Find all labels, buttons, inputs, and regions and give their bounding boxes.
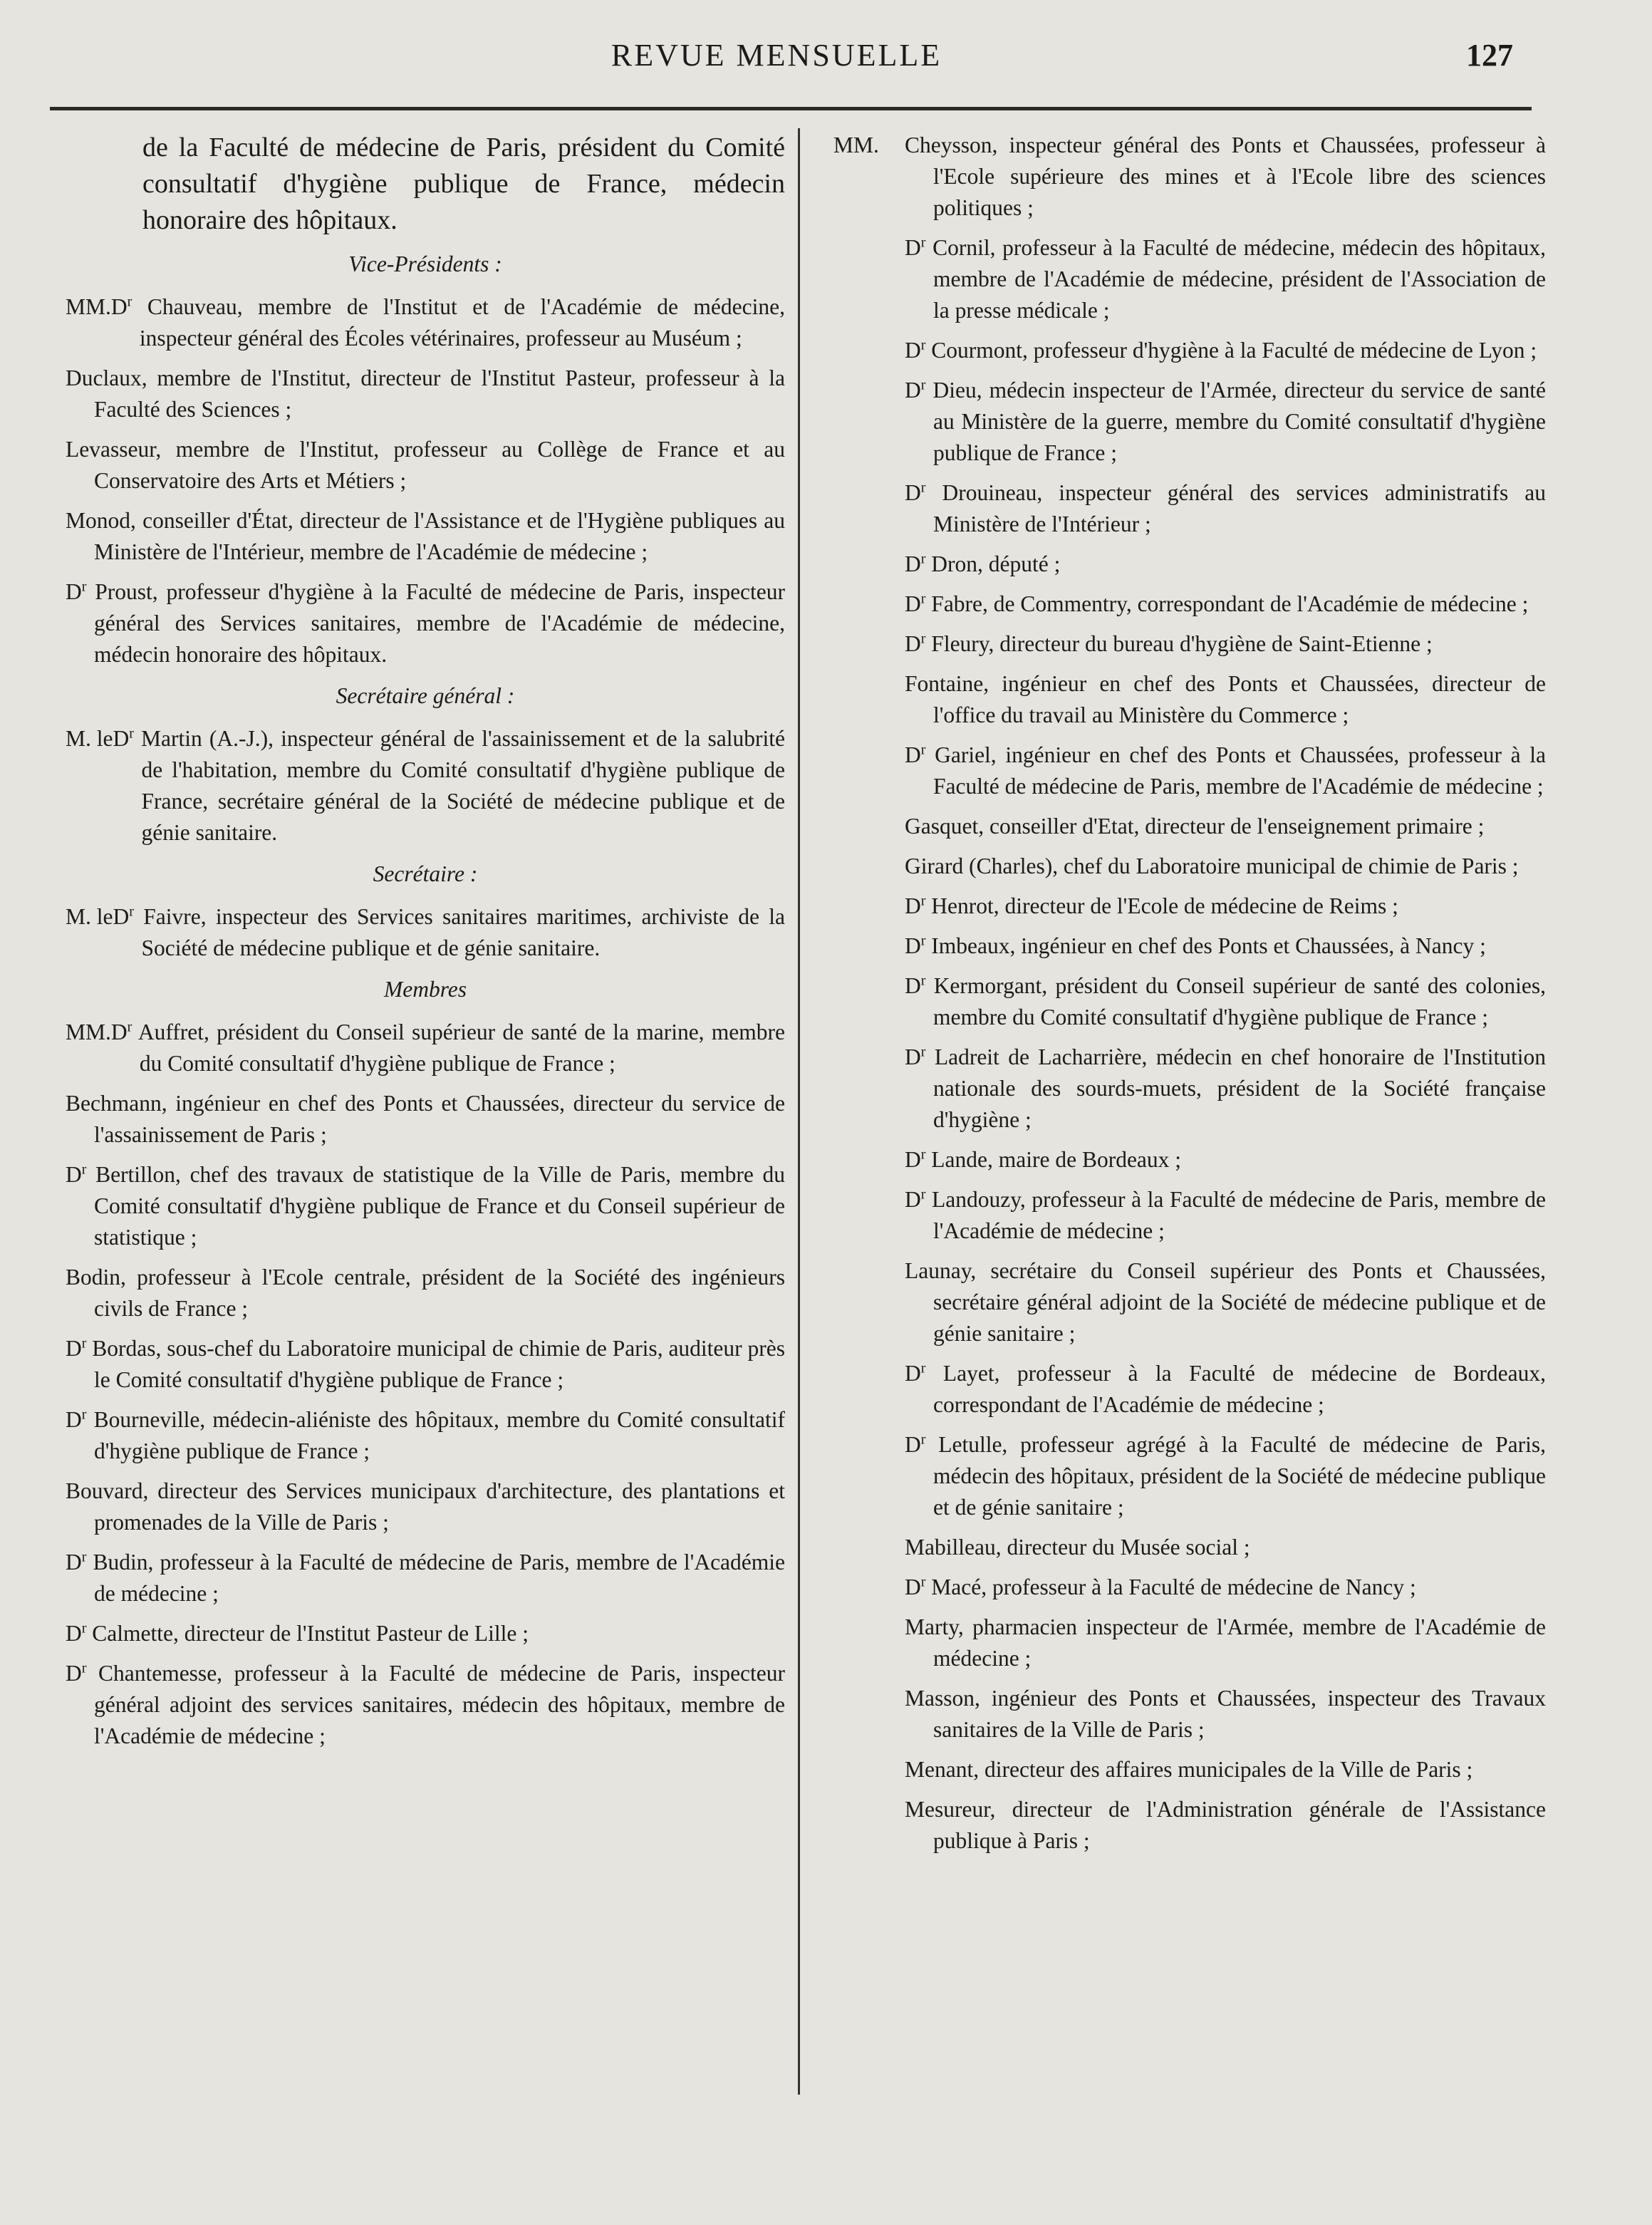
entry-text <box>905 811 1546 842</box>
entry-prefix <box>833 1358 905 1421</box>
member-entry <box>833 1572 1546 1603</box>
doctor-title: D <box>66 1621 82 1646</box>
doctor-title-superscript: r <box>81 1620 87 1637</box>
entry-text <box>66 1658 785 1752</box>
entry-prefix <box>833 811 905 842</box>
entry-description: Cornil, professeur à la Faculté de médecine, médecin des hôpitaux, membre de l'Académie de médecine, président de l'Association de la presse médicale ; <box>933 235 1547 323</box>
entry-prefix <box>833 851 905 882</box>
member-entry <box>66 723 785 849</box>
doctor-title: D <box>110 294 128 319</box>
entry-prefix: MM. <box>66 294 111 319</box>
entry-text <box>905 1532 1546 1563</box>
section-heading: Secrétaire : <box>373 861 478 886</box>
entry-prefix <box>833 668 905 731</box>
entry-description: Budin, professeur à la Faculté de médecine de Paris, membre de l'Académie de médecine ; <box>93 1550 786 1606</box>
running-title: REVUE MENSUELLE <box>611 38 942 73</box>
entry-prefix <box>833 588 905 620</box>
entry-text <box>905 1429 1546 1523</box>
entry-prefix <box>833 1754 905 1785</box>
member-entry <box>833 1144 1546 1176</box>
member-entry <box>833 477 1546 540</box>
entry-text <box>905 851 1546 882</box>
member-entry <box>66 1658 785 1752</box>
doctor-title-superscript: r <box>81 1549 87 1565</box>
doctor-title: D <box>66 1550 82 1575</box>
member-entry <box>833 1532 1546 1563</box>
member-entry <box>833 232 1546 326</box>
entry-text <box>905 1794 1546 1857</box>
doctor-title: D <box>905 338 921 363</box>
entry-prefix <box>833 970 905 1033</box>
entry-description: Layet, professeur à la Faculté de médecine de Bordeaux, correspondant de l'Académie de médecine ; <box>933 1361 1547 1417</box>
doctor-title-superscript: r <box>127 1019 133 1035</box>
doctor-title: D <box>905 893 921 918</box>
doctor-title-superscript: r <box>81 1406 87 1423</box>
doctor-title-superscript: r <box>920 742 926 758</box>
member-entry <box>833 1429 1546 1523</box>
doctor-title-superscript: r <box>920 479 926 496</box>
entry-description: Chauveau, membre de l'Institut et de l'Académie de médecine, inspecteur général des Écoles vétérinaires, professeur au Muséum ; <box>139 294 785 351</box>
entry-text <box>66 1333 785 1396</box>
doctor-title: D <box>66 1407 82 1432</box>
entry-text <box>113 723 786 849</box>
doctor-title: D <box>905 742 921 767</box>
left-column <box>66 130 785 1760</box>
right-column <box>833 130 1546 1865</box>
member-entry <box>833 335 1546 366</box>
doctor-title: D <box>66 1661 82 1686</box>
doctor-title-superscript: r <box>920 933 926 949</box>
doctor-title-superscript: r <box>920 234 926 251</box>
entry-prefix <box>833 1683 905 1746</box>
page-number: 127 <box>1466 38 1513 73</box>
member-entry <box>66 1404 785 1467</box>
entry-prefix: M. le <box>66 726 113 751</box>
entry-text <box>905 1754 1546 1785</box>
member-entry <box>833 1794 1546 1857</box>
entry-prefix <box>833 1572 905 1603</box>
entry-prefix <box>833 740 905 802</box>
doctor-title-superscript: r <box>920 893 926 909</box>
doctor-title: D <box>905 378 921 403</box>
member-entry <box>833 1255 1546 1349</box>
entry-description: Faivre, inspecteur des Services sanitaires maritimes, archiviste de la Société de médecine publique et de génie sanitaire. <box>141 904 785 960</box>
member-entry <box>833 970 1546 1033</box>
entry-text <box>905 477 1546 540</box>
doctor-title: D <box>905 551 921 576</box>
entry-description: Landouzy, professeur à la Faculté de médecine de Paris, membre de l'Académie de médecine ; <box>932 1187 1547 1243</box>
entry-text <box>905 1358 1546 1421</box>
entry-description: Bechmann, ingénieur en chef des Ponts et Chaussées, directeur du service de l'assainissement de Paris ; <box>66 1091 785 1147</box>
doctor-title-superscript: r <box>127 294 133 310</box>
entry-description: Proust, professeur d'hygiène à la Faculté de médecine de Paris, inspecteur général des Services sanitaires, membre de l'Académie de médecine, médecin honoraire des hôpitaux. <box>94 579 786 667</box>
doctor-title-superscript: r <box>920 591 926 607</box>
entry-description: Fontaine, ingénieur en chef des Ponts et Chaussées, directeur de l'office du travail au Ministère du Commerce ; <box>905 671 1546 727</box>
entry-description: Gasquet, conseiller d'Etat, directeur de l'enseignement primaire ; <box>905 814 1485 839</box>
entry-description: Courmont, professeur d'hygiène à la Faculté de médecine de Lyon ; <box>931 338 1537 363</box>
entry-description: Calmette, directeur de l'Institut Pasteur de Lille ; <box>92 1621 529 1646</box>
entry-prefix: MM. <box>66 1020 111 1044</box>
doctor-title-superscript: r <box>920 377 926 393</box>
member-entry <box>833 811 1546 842</box>
member-entry <box>833 1754 1546 1785</box>
entry-prefix <box>833 930 905 962</box>
entry-description: Girard (Charles), chef du Laboratoire municipal de chimie de Paris ; <box>905 854 1519 878</box>
entry-description: Bertillon, chef des travaux de statistique de la Ville de Paris, membre du Comité consultatif d'hygiène publique de France et du Conseil supérieur de statistique ; <box>94 1162 785 1250</box>
doctor-title: D <box>905 1432 921 1457</box>
entry-description: Dron, député ; <box>931 551 1061 576</box>
doctor-title-superscript: r <box>920 1146 926 1163</box>
entry-description: Ladreit de Lacharrière, médecin en chef honoraire de l'Institution nationale des sourds-muets, président de la Société française d'hygiène ; <box>933 1044 1546 1132</box>
entry-text <box>111 1017 785 1079</box>
member-entry <box>833 668 1546 731</box>
entry-prefix <box>833 1429 905 1523</box>
doctor-title: D <box>110 1020 128 1044</box>
entry-prefix: M. le <box>66 904 113 929</box>
entry-text <box>66 1618 785 1649</box>
entry-description: Bordas, sous-chef du Laboratoire municipal de chimie de Paris, auditeur près le Comité consultatif d'hygiène publique de France ; <box>92 1336 785 1392</box>
entry-text <box>905 1683 1546 1746</box>
entry-text <box>66 1547 785 1609</box>
doctor-title-superscript: r <box>920 1431 926 1448</box>
doctor-title-superscript: r <box>920 973 926 989</box>
entry-prefix <box>833 628 905 660</box>
doctor-title: D <box>905 631 921 656</box>
entry-description: Marty, pharmacien inspecteur de l'Armée, membre de l'Académie de médecine ; <box>905 1614 1546 1671</box>
doctor-title: D <box>905 1044 921 1069</box>
entry-prefix <box>833 375 905 469</box>
entry-prefix <box>833 1144 905 1176</box>
entry-description: Kermorgant, président du Conseil supérieur de santé des colonies, membre du Comité consultatif d'hygiène publique de France ; <box>933 973 1546 1029</box>
doctor-title: D <box>905 1147 921 1172</box>
member-entry <box>833 851 1546 882</box>
doctor-title: D <box>905 1361 921 1386</box>
entry-text <box>113 901 786 964</box>
doctor-title-superscript: r <box>920 1186 926 1203</box>
entry-description: Macé, professeur à la Faculté de médecine de Nancy ; <box>931 1575 1416 1599</box>
entry-description: Monod, conseiller d'État, directeur de l'Assistance et de l'Hygiène publiques au Ministère de l'Intérieur, membre de l'Académie de médecine ; <box>66 508 785 564</box>
section-heading: Vice-Présidents : <box>348 251 502 276</box>
entry-description: Cheysson, inspecteur général des Ponts et Chaussées, professeur à l'Ecole supérieure des mines et à l'Ecole libre des sciences politiques ; <box>905 133 1546 220</box>
doctor-title: D <box>66 579 82 604</box>
entry-text <box>905 375 1546 469</box>
doctor-title-superscript: r <box>920 631 926 647</box>
doctor-title: D <box>113 904 130 929</box>
entry-description: Levasseur, membre de l'Institut, professeur au Collège de France et au Conservatoire des Arts et Métiers ; <box>66 437 785 493</box>
doctor-title: D <box>66 1162 82 1187</box>
member-entry <box>66 1159 785 1253</box>
section-heading: Secrétaire général : <box>336 683 515 708</box>
entry-prefix <box>833 335 905 366</box>
entry-text <box>66 363 785 425</box>
entry-prefix <box>833 549 905 580</box>
entry-prefix <box>833 1532 905 1563</box>
entry-text <box>66 1404 785 1467</box>
entry-text <box>66 1088 785 1151</box>
entry-text <box>905 628 1546 660</box>
member-entry <box>66 363 785 425</box>
member-entry <box>66 505 785 568</box>
member-entry <box>833 1612 1546 1674</box>
entry-text <box>905 1572 1546 1603</box>
entry-text <box>66 1159 785 1253</box>
entry-text <box>905 668 1546 731</box>
entry-description: Henrot, directeur de l'Ecole de médecine de Reims ; <box>931 893 1398 918</box>
entry-text <box>66 1475 785 1538</box>
entry-description: Masson, ingénieur des Ponts et Chaussées, inspecteur des Travaux sanitaires de la Ville de Paris ; <box>905 1686 1546 1742</box>
entry-text <box>905 1042 1546 1136</box>
doctor-title: D <box>905 235 921 260</box>
member-entry <box>833 1683 1546 1746</box>
doctor-title: D <box>905 973 921 998</box>
member-entry <box>66 1262 785 1324</box>
member-entry <box>833 740 1546 802</box>
doctor-title-superscript: r <box>920 1360 926 1376</box>
doctor-title-superscript: r <box>920 337 926 353</box>
entry-description: Dieu, médecin inspecteur de l'Armée, directeur du service de santé au Ministère de la guerre, membre du Comité consultatif d'hygiène publique de France ; <box>933 378 1547 465</box>
member-entry <box>833 628 1546 660</box>
entry-text <box>905 891 1546 922</box>
entry-prefix <box>833 232 905 326</box>
doctor-title-superscript: r <box>920 1044 926 1060</box>
member-entry <box>833 130 1546 224</box>
entry-text <box>905 930 1546 962</box>
left-sections <box>66 249 785 1752</box>
entry-prefix <box>833 1794 905 1857</box>
doctor-title-superscript: r <box>81 1660 87 1676</box>
entry-text <box>905 549 1546 580</box>
entry-text <box>905 1144 1546 1176</box>
member-entry <box>833 549 1546 580</box>
right-entries <box>833 130 1546 1857</box>
doctor-title: D <box>113 726 130 751</box>
entry-text <box>111 291 785 354</box>
doctor-title: D <box>905 480 921 505</box>
member-entry <box>833 891 1546 922</box>
entry-prefix <box>833 1184 905 1247</box>
entry-prefix: MM. <box>833 133 879 157</box>
member-entry <box>66 901 785 964</box>
member-entry <box>66 576 785 670</box>
entry-text <box>905 970 1546 1033</box>
doctor-title: D <box>66 1336 82 1361</box>
entry-description: Fleury, directeur du bureau d'hygiène de Saint-Etienne ; <box>931 631 1433 656</box>
entry-description: Bodin, professeur à l'Ecole centrale, président de la Société des ingénieurs civils de France ; <box>66 1265 785 1321</box>
doctor-title: D <box>905 591 921 616</box>
entry-text <box>905 335 1546 366</box>
entry-text <box>905 130 1546 224</box>
entry-text <box>905 588 1546 620</box>
entry-text <box>66 505 785 568</box>
member-entry <box>66 1618 785 1649</box>
entry-description: Martin (A.-J.), inspecteur général de l'assainissement et de la salubrité de l'habitation, membre du Comité consultatif d'hygiène publique de France, secrétaire général de la Société de médecine publique et de génie sanitaire. <box>141 726 785 845</box>
member-entry <box>833 588 1546 620</box>
doctor-title: D <box>905 933 921 958</box>
entry-description: Fabre, de Commentry, correspondant de l'Académie de médecine ; <box>931 591 1529 616</box>
doctor-title-superscript: r <box>129 903 134 920</box>
member-entry <box>833 930 1546 962</box>
entry-prefix <box>833 1042 905 1136</box>
entry-description: Gariel, ingénieur en chef des Ponts et Chaussées, professeur à la Faculté de médecine de Paris, membre de l'Académie de médecine ; <box>933 742 1546 799</box>
entry-description: Menant, directeur des affaires municipales de la Ville de Paris ; <box>905 1757 1473 1782</box>
member-entry <box>833 1184 1546 1247</box>
entry-description: Chantemesse, professeur à la Faculté de médecine de Paris, inspecteur général adjoint des services sanitaires, médecin des hôpitaux, membre de l'Académie de médecine ; <box>94 1661 786 1748</box>
entry-description: Bourneville, médecin-aliéniste des hôpitaux, membre du Comité consultatif d'hygiène publique de France ; <box>93 1407 785 1463</box>
entry-description: Letulle, professeur agrégé à la Faculté de médecine de Paris, médecin des hôpitaux, président de la Société de médecine publique et de génie sanitaire ; <box>933 1432 1546 1520</box>
member-entry <box>66 291 785 354</box>
member-entry <box>833 1042 1546 1136</box>
doctor-title-superscript: r <box>920 551 926 567</box>
entry-description: Lande, maire de Bordeaux ; <box>931 1147 1182 1172</box>
entry-description: Mabilleau, directeur du Musée social ; <box>905 1535 1250 1560</box>
doctor-title-superscript: r <box>129 725 134 742</box>
column-divider <box>798 128 800 2095</box>
entry-description: Launay, secrétaire du Conseil supérieur des Ponts et Chaussées, secrétaire général adjoint de la Société de médecine publique et de génie sanitaire ; <box>905 1258 1546 1346</box>
entry-text <box>66 576 785 670</box>
member-entry <box>66 1088 785 1151</box>
doctor-title: D <box>905 1575 921 1599</box>
entry-description: Mesureur, directeur de l'Administration générale de l'Assistance publique à Paris ; <box>905 1797 1546 1853</box>
doctor-title-superscript: r <box>81 1335 87 1352</box>
entry-description: Auffret, président du Conseil supérieur de santé de la marine, membre du Comité consultatif d'hygiène publique de France ; <box>137 1020 785 1076</box>
entry-prefix <box>833 1255 905 1349</box>
entry-description: Drouineau, inspecteur général des services administratifs au Ministère de l'Intérieur ; <box>933 480 1546 536</box>
entry-text <box>905 232 1546 326</box>
entry-description: Duclaux, membre de l'Institut, directeur de l'Institut Pasteur, professeur à la Faculté des Sciences ; <box>66 365 785 422</box>
member-entry <box>66 1017 785 1079</box>
entry-text <box>905 740 1546 802</box>
entry-prefix <box>833 891 905 922</box>
entry-description: Bouvard, directeur des Services municipaux d'architecture, des plantations et promenades de la Ville de Paris ; <box>66 1478 785 1535</box>
doctor-title: D <box>905 1187 921 1212</box>
member-entry <box>66 1475 785 1538</box>
doctor-title-superscript: r <box>81 579 87 595</box>
entry-description: Imbeaux, ingénieur en chef des Ponts et Chaussées, à Nancy ; <box>931 933 1486 958</box>
entry-text <box>905 1184 1546 1247</box>
entry-prefix <box>833 1612 905 1674</box>
member-entry <box>66 1333 785 1396</box>
lead-paragraph: de la Faculté de médecine de Paris, président du Comité consultatif d'hygiène publique de France, médecin honoraire des hôpitaux. <box>142 133 785 235</box>
member-entry <box>833 1358 1546 1421</box>
doctor-title-superscript: r <box>81 1161 87 1178</box>
member-entry <box>66 434 785 497</box>
section-heading: Membres <box>383 977 467 1002</box>
entry-prefix <box>833 477 905 540</box>
doctor-title-superscript: r <box>920 1574 926 1590</box>
header-rule <box>50 107 1532 110</box>
entry-text <box>66 1262 785 1324</box>
entry-text <box>905 1612 1546 1674</box>
entry-text <box>66 434 785 497</box>
member-entry <box>833 375 1546 469</box>
member-entry <box>66 1547 785 1609</box>
entry-text <box>905 1255 1546 1349</box>
